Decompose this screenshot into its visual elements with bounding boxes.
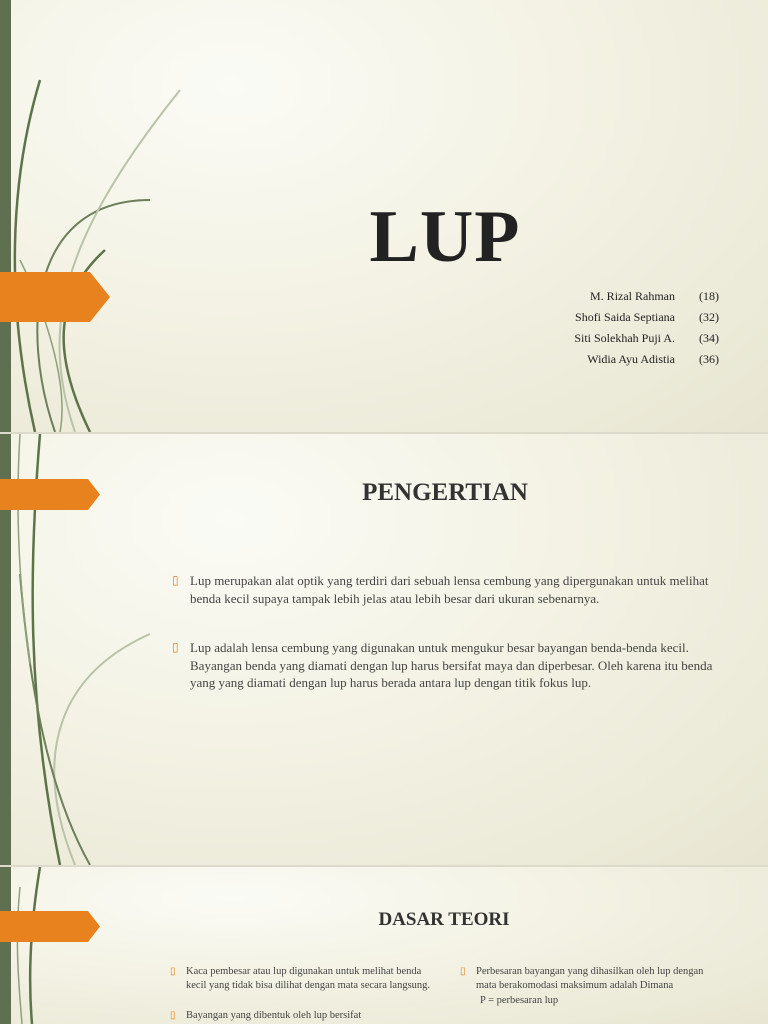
bullet-item (170, 1009, 432, 1023)
member-name: Widia Ayu Adistia (587, 352, 675, 366)
member-name: Siti Solekhah Puji A. (574, 331, 675, 345)
title-slide[interactable] (0, 0, 768, 432)
section-heading: PENGERTIAN (362, 479, 528, 506)
member-name: M. Rizal Rahman (590, 289, 675, 303)
theory-slide[interactable] (0, 867, 768, 1024)
bullet-text: Lup adalah lensa cembung yang digunakan untuk mengukur besar bayangan benda-benda kecil. Bayangan benda yang diamati dengan lup harus bersifat maya dan diperbesar. Oleh karena itu benda yang yang diamati dengan lup harus berada antara lup dengan titik fokus lup. (190, 640, 713, 690)
member-number: (32) (699, 310, 719, 324)
bullet-item (172, 639, 717, 692)
bullet-marker-icon: ▯ (170, 1010, 176, 1022)
bullet-text: Lup merupakan alat optik yang terdiri dari sebuah lensa cembung yang dipergunakan untuk melihat benda kecil supaya tampak lebih jelas atau lebih besar dari ukuran sebenarnya. (190, 573, 709, 606)
member-row (560, 331, 730, 352)
definition-bullets (172, 572, 717, 692)
bullet-marker-icon: ▯ (172, 640, 179, 654)
member-row (560, 352, 730, 373)
orange-arrow-tab (0, 479, 102, 510)
bullet-marker-icon: ▯ (170, 966, 176, 977)
theory-left-column (170, 965, 432, 1024)
member-name: Shofi Saida Septiana (575, 310, 675, 324)
member-number: (18) (699, 289, 719, 303)
bullet-text: Perbesaran bayangan yang dihasilkan oleh lup dengan mata berakomodasi maksimum adalah Dimana (476, 966, 704, 992)
orange-arrow-tab (0, 911, 102, 942)
member-row (560, 310, 730, 331)
plant-stems-decoration (0, 0, 200, 432)
theory-right-column (460, 965, 710, 1009)
bullet-text: Bayangan yang dibentuk oleh lup bersifat (186, 1010, 362, 1022)
member-list (560, 289, 730, 373)
bullet-item (460, 965, 710, 993)
section-heading: DASAR TEORI (378, 909, 510, 930)
orange-arrow-tab (0, 272, 112, 322)
bullet-text: Kaca pembesar atau lup digunakan untuk melihat benda kecil yang tidak bisa dilihat dengan mata secara langsung. (186, 966, 431, 992)
bullet-marker-icon: ▯ (460, 966, 466, 977)
bullet-marker-icon: ▯ (172, 573, 179, 587)
definition-slide[interactable] (0, 434, 768, 865)
slide-title: LUP (369, 196, 521, 278)
bullet-item (172, 572, 717, 607)
formula-text: P = perbesaran lup (480, 995, 559, 1007)
member-number: (36) (699, 352, 719, 366)
bullet-item (170, 965, 432, 993)
member-row (560, 289, 730, 310)
member-number: (34) (699, 331, 719, 345)
